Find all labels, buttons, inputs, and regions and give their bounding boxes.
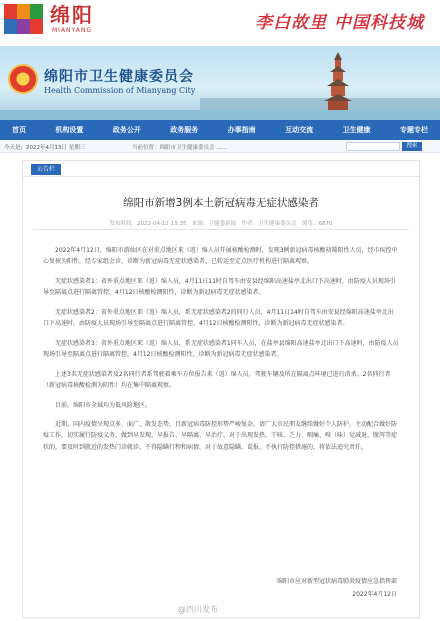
tab-bulletin[interactable]: 公告栏	[31, 164, 61, 175]
article-meta: 发布时间：2022-04-12 13:35 来源：卫健委新闻 作者：卫生健康委员会 浏览：6870	[109, 221, 333, 227]
weibo-watermark: @四川发布	[178, 605, 218, 614]
signature-date: 2022年4月12日	[352, 591, 397, 598]
site-title[interactable]: 绵阳市卫生健康委员会	[44, 69, 194, 85]
slogan: 李白故里 中国科技城	[255, 13, 424, 33]
info-bar	[0, 140, 440, 153]
section-header	[23, 161, 419, 177]
nav-item-guide[interactable]: 办事指南	[227, 126, 256, 134]
paragraph: 无症状感染者1：省外重点地区来（返）绵人员，4月11日11时自驾车由安县经绵阳高速盐亭北出口下高速时，由防疫人员现场引导至隔离点进行隔离管控，4月12日核酸检测阳性，诊断为新冠病毒无症状感染者。	[43, 277, 396, 297]
divider	[33, 229, 409, 230]
search-button[interactable]: 搜索	[402, 142, 422, 151]
site-banner	[0, 46, 440, 120]
river	[0, 110, 440, 120]
nav-item-gov-affairs[interactable]: 政务公开	[112, 126, 141, 134]
article-title: 绵阳市新增3例本土新冠病毒无症状感染者	[123, 197, 319, 209]
nav-item-home[interactable]: 首页	[12, 126, 26, 134]
nav-item-gov-services[interactable]: 政务服务	[170, 126, 199, 134]
paragraph: 目前，绵阳市全域均为低风险地区。	[55, 401, 152, 409]
nav-item-topics[interactable]: 专题专栏	[399, 126, 428, 134]
nav-item-interaction[interactable]: 互动交流	[285, 126, 314, 134]
top-bar	[0, 0, 440, 46]
signature-org: 绵阳市应对新型冠状病毒肺炎疫情应急指挥部	[276, 578, 397, 585]
paragraph: 无症状感染者3：省外重点地区来（返）绵人员，系无症状感染者1同车人员，在盐亭县绵阳高速盐亭北出口下高速时，由防疫人员现场引导至隔离点进行隔离管控，4月12日核酸检测阳性，诊断为新冠病毒无症状感染者。	[43, 339, 399, 358]
national-emblem-icon	[8, 64, 38, 94]
article-body	[43, 245, 399, 461]
article-card	[22, 160, 420, 618]
pagoda-icon	[318, 50, 358, 110]
logo-subtitle: MIANYANG	[52, 27, 92, 34]
site-title-english: Health Commission of Mianyang City	[44, 86, 196, 95]
search-input[interactable]	[346, 142, 400, 151]
current-date: 今天是：2022年4月13日 星期三	[4, 145, 86, 151]
logo-mark	[4, 4, 44, 34]
news-ticker[interactable]: 当前位置：绵阳市卫生健康委员会 ……	[132, 145, 228, 151]
paragraph: 无症状感染者2：省外重点地区来（返）绵人员，系无症状感染者2的同行人员，4月11日14时自驾车由安县经绵阳高速盐亭北出口下高速时，由防疫人员现场引导至隔离点进行隔离管控，4月12日核酸检测阳性，诊断为新冠病毒无症状感染者。	[43, 308, 394, 328]
nav-item-health[interactable]: 卫生健康	[342, 126, 371, 134]
paragraph: 近期，国内疫情呈现点多、面广、散发态势，且新冠病毒防控形势严峻复杂。请广大市民朋友继续做好个人防护，主动配合做好防疫工作，切实履行防疫义务，做到早发现、早报告、早隔离、早治疗。对于出现发热、干咳、乏力、咽痛、嗅（味）觉减退、腹泻等症状的，要及时到就近的发热门诊就诊，不得隐瞒行程和病情，对于故意隐瞒、谎报、不执行防控措施的，将依法追究责任。	[43, 421, 398, 451]
main-nav	[0, 120, 440, 140]
paragraph: 2022年4月12日，绵阳市游仙区在对重点地区来（返）绵人员开展核酸检测时，发现3例新冠病毒核酸初筛阳性人员，经市疾控中心复核为阳性，经专家组会诊，诊断为新冠病毒无症状感染者，已转运至定点医疗机构进行隔离观察。	[43, 247, 398, 266]
article-signature	[277, 575, 397, 601]
logo-text: 绵阳	[50, 3, 94, 27]
paragraph: 上述3名无症状感染者及2名同行者系驾驶着乘车方位报告来（返）绵人员，驾驶车辆及所在隔离点环境已进行消杀。2名同行者（新冠病毒核酸检测为阴性）均在集中隔离观察。	[43, 370, 391, 389]
nav-item-organization[interactable]: 机构设置	[55, 126, 84, 134]
